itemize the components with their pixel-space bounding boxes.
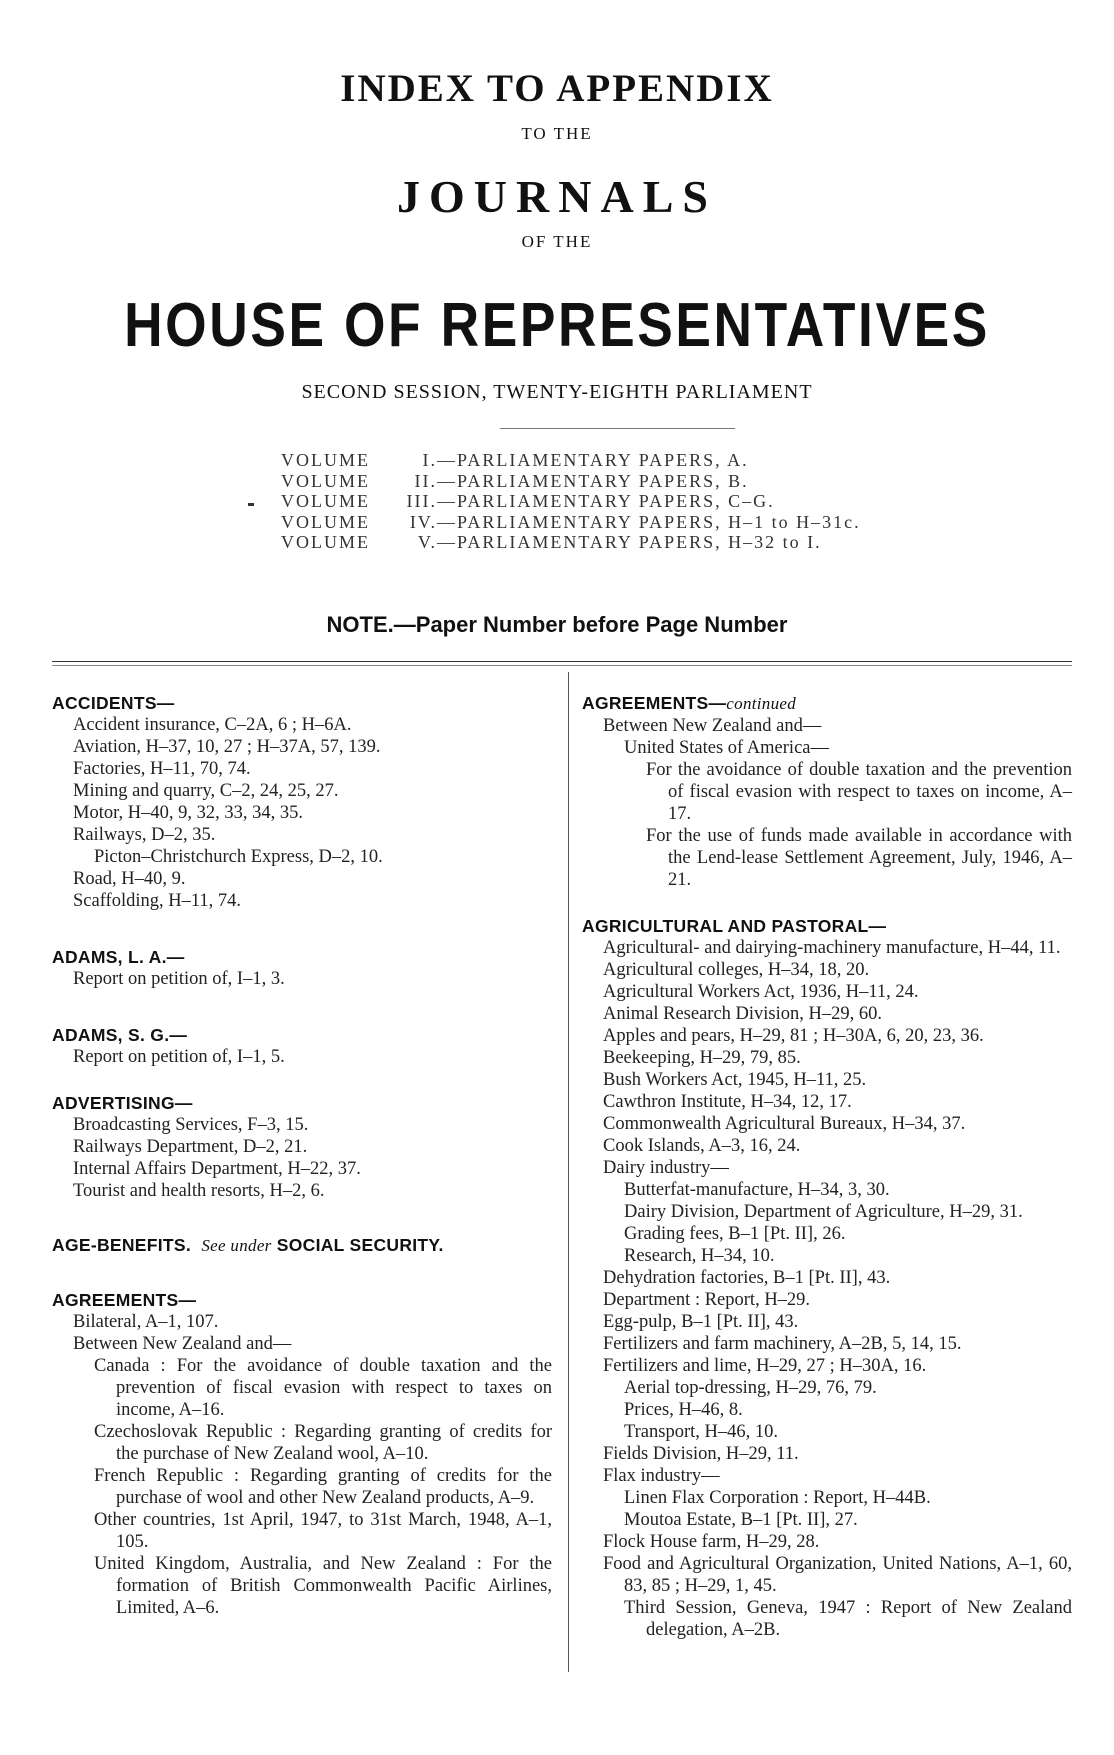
- index-subentry: Moutoa Estate, B–1 [Pt. II], 27.: [624, 1510, 858, 1530]
- heading-accidents: ACCIDENTS—: [52, 693, 175, 713]
- right-column: [582, 692, 1072, 1641]
- section-rule: [52, 661, 1072, 662]
- index-subentry: Research, H–34, 10.: [624, 1246, 775, 1266]
- index-subentry: Prices, H–46, 8.: [624, 1400, 743, 1420]
- heading-agreements-continued: AGREEMENTS—continued: [582, 693, 797, 713]
- index-entry: Accident insurance, C–2A, 6 ; H–6A.: [73, 715, 352, 735]
- index-entry: Beekeeping, H–29, 79, 85.: [603, 1048, 801, 1068]
- index-subentry: For the avoidance of double taxation and the prevention of fiscal evasion with respect to taxes on income, A–17.: [646, 760, 1072, 824]
- title-house-of-representatives: HOUSE OF REPRESENTATIVES: [124, 291, 990, 360]
- volume-line: VOLUME II.—PARLIAMENTARY PAPERS, B.: [281, 470, 749, 491]
- index-subentry: Canada : For the avoidance of double taxation and the prevention of fiscal evasion with respect to taxes on income, A–16.: [94, 1356, 552, 1420]
- session-line: SECOND SESSION, TWENTY-EIGHTH PARLIAMENT: [301, 381, 813, 403]
- index-subentry: French Republic : Regarding granting of credits for the purchase of wool and other New Zealand products, A–9.: [94, 1466, 552, 1508]
- index-subentry: Linen Flax Corporation : Report, H–44B.: [624, 1488, 931, 1508]
- index-entry: Broadcasting Services, F–3, 15.: [73, 1115, 309, 1135]
- title-index-to-appendix: INDEX TO APPENDIX: [340, 67, 774, 110]
- column-divider: [568, 672, 569, 1672]
- index-entry: Cawthron Institute, H–34, 12, 17.: [603, 1092, 852, 1112]
- index-subentry: Aerial top-dressing, H–29, 76, 79.: [624, 1378, 877, 1398]
- subtitle-of-the: OF THE: [521, 232, 593, 251]
- index-subentry: For the use of funds made available in accordance with the Lend-lease Settlement Agreement, July, 1946, A–21.: [646, 826, 1072, 890]
- heading-age-benefits: AGE-BENEFITS. See under SOCIAL SECURITY.: [52, 1235, 444, 1255]
- index-subentry: United States of America—: [624, 738, 829, 758]
- margin-mark: [248, 503, 254, 506]
- subtitle-to-the: TO THE: [521, 124, 593, 143]
- heading-advertising: ADVERTISING—: [52, 1093, 193, 1113]
- index-entry: Railways Department, D–2, 21.: [73, 1137, 308, 1157]
- section-rule: [52, 665, 1072, 666]
- volume-line: VOLUME V.—PARLIAMENTARY PAPERS, H–32 to I.: [281, 532, 822, 552]
- volume-line: VOLUME I.—PARLIAMENTARY PAPERS, A.: [281, 450, 749, 470]
- index-subentry: Transport, H–46, 10.: [624, 1422, 779, 1442]
- header-rule: [500, 428, 735, 429]
- index-entry: Internal Affairs Department, H–22, 37.: [73, 1159, 361, 1179]
- index-subentry: Third Session, Geneva, 1947 : Report of New Zealand delegation, A–2B.: [624, 1598, 1072, 1640]
- heading-agreements: AGREEMENTS—: [52, 1290, 197, 1310]
- heading-agricultural-pastoral: AGRICULTURAL AND PASTORAL—: [582, 916, 887, 936]
- index-entry: Animal Research Division, H–29, 60.: [603, 1004, 882, 1024]
- index-entry: Between New Zealand and—: [73, 1334, 292, 1354]
- index-entry: Cook Islands, A–3, 16, 24.: [603, 1136, 801, 1156]
- left-column: [52, 692, 552, 1619]
- note-heading: NOTE.—Paper Number before Page Number: [326, 612, 788, 637]
- index-entry: Egg-pulp, B–1 [Pt. II], 43.: [603, 1312, 799, 1332]
- index-entry: Between New Zealand and—: [603, 716, 822, 736]
- index-subentry: Czechoslovak Republic : Regarding granting of credits for the purchase of New Zealand wool, A–10.: [94, 1422, 552, 1464]
- index-entry: Railways, D–2, 35.: [73, 825, 216, 845]
- index-entry: Agricultural- and dairying-machinery manufacture, H–44, 11.: [603, 938, 1061, 958]
- index-subentry: Dairy Division, Department of Agriculture, H–29, 31.: [624, 1202, 1023, 1222]
- index-subentry: Picton–Christchurch Express, D–2, 10.: [94, 847, 383, 867]
- index-entry: Food and Agricultural Organization, United Nations, A–1, 60, 83, 85 ; H–29, 1, 45.: [603, 1554, 1072, 1596]
- index-subentry: Butterfat-manufacture, H–34, 3, 30.: [624, 1180, 890, 1200]
- index-entry: Agricultural colleges, H–34, 18, 20.: [603, 960, 870, 980]
- index-entry: Aviation, H–37, 10, 27 ; H–37A, 57, 139.: [73, 737, 381, 757]
- index-entry: Bilateral, A–1, 107.: [73, 1312, 219, 1332]
- volume-line: VOLUME IV.—PARLIAMENTARY PAPERS, H–1 to H–31c.: [281, 511, 861, 532]
- index-entry: Report on petition of, I–1, 5.: [73, 1047, 285, 1067]
- index-entry: Factories, H–11, 70, 74.: [73, 759, 251, 779]
- index-subentry: United Kingdom, Australia, and New Zealand : For the formation of British Commonwealth Pacific Airlines, Limited, A–6.: [94, 1554, 552, 1618]
- heading-adams-sg: ADAMS, S. G.—: [52, 1025, 188, 1045]
- index-entry: Flax industry—: [603, 1466, 720, 1486]
- index-entry: Agricultural Workers Act, 1936, H–11, 24.: [603, 982, 919, 1002]
- volume-line: VOLUME III.—PARLIAMENTARY PAPERS, C–G.: [281, 491, 775, 511]
- index-entry: Scaffolding, H–11, 74.: [73, 891, 242, 911]
- index-entry: Department : Report, H–29.: [603, 1290, 811, 1310]
- index-entry: Commonwealth Agricultural Bureaux, H–34, 37.: [603, 1114, 966, 1134]
- heading-adams-la: ADAMS, L. A.—: [52, 947, 185, 967]
- index-entry: Flock House farm, H–29, 28.: [603, 1532, 820, 1552]
- index-entry: Apples and pears, H–29, 81 ; H–30A, 6, 20, 23, 36.: [603, 1026, 984, 1046]
- index-entry: Motor, H–40, 9, 32, 33, 34, 35.: [73, 803, 303, 823]
- index-entry: Report on petition of, I–1, 3.: [73, 969, 285, 989]
- volume-list: [281, 450, 861, 553]
- index-entry: Mining and quarry, C–2, 24, 25, 27.: [73, 781, 339, 801]
- index-entry: Bush Workers Act, 1945, H–11, 25.: [603, 1070, 867, 1090]
- index-subentry: Grading fees, B–1 [Pt. II], 26.: [624, 1224, 846, 1244]
- index-entry: Fertilizers and lime, H–29, 27 ; H–30A, 16.: [603, 1356, 927, 1376]
- index-subentry: Other countries, 1st April, 1947, to 31st March, 1948, A–1, 105.: [94, 1510, 552, 1552]
- title-journals: JOURNALS: [397, 171, 717, 222]
- index-entry: Dehydration factories, B–1 [Pt. II], 43.: [603, 1268, 891, 1288]
- index-entry: Dairy industry—: [603, 1158, 729, 1178]
- index-entry: Fields Division, H–29, 11.: [603, 1444, 799, 1464]
- index-entry: Tourist and health resorts, H–2, 6.: [73, 1181, 325, 1201]
- index-entry: Fertilizers and farm machinery, A–2B, 5, 14, 15.: [603, 1334, 962, 1354]
- index-entry: Road, H–40, 9.: [73, 869, 186, 889]
